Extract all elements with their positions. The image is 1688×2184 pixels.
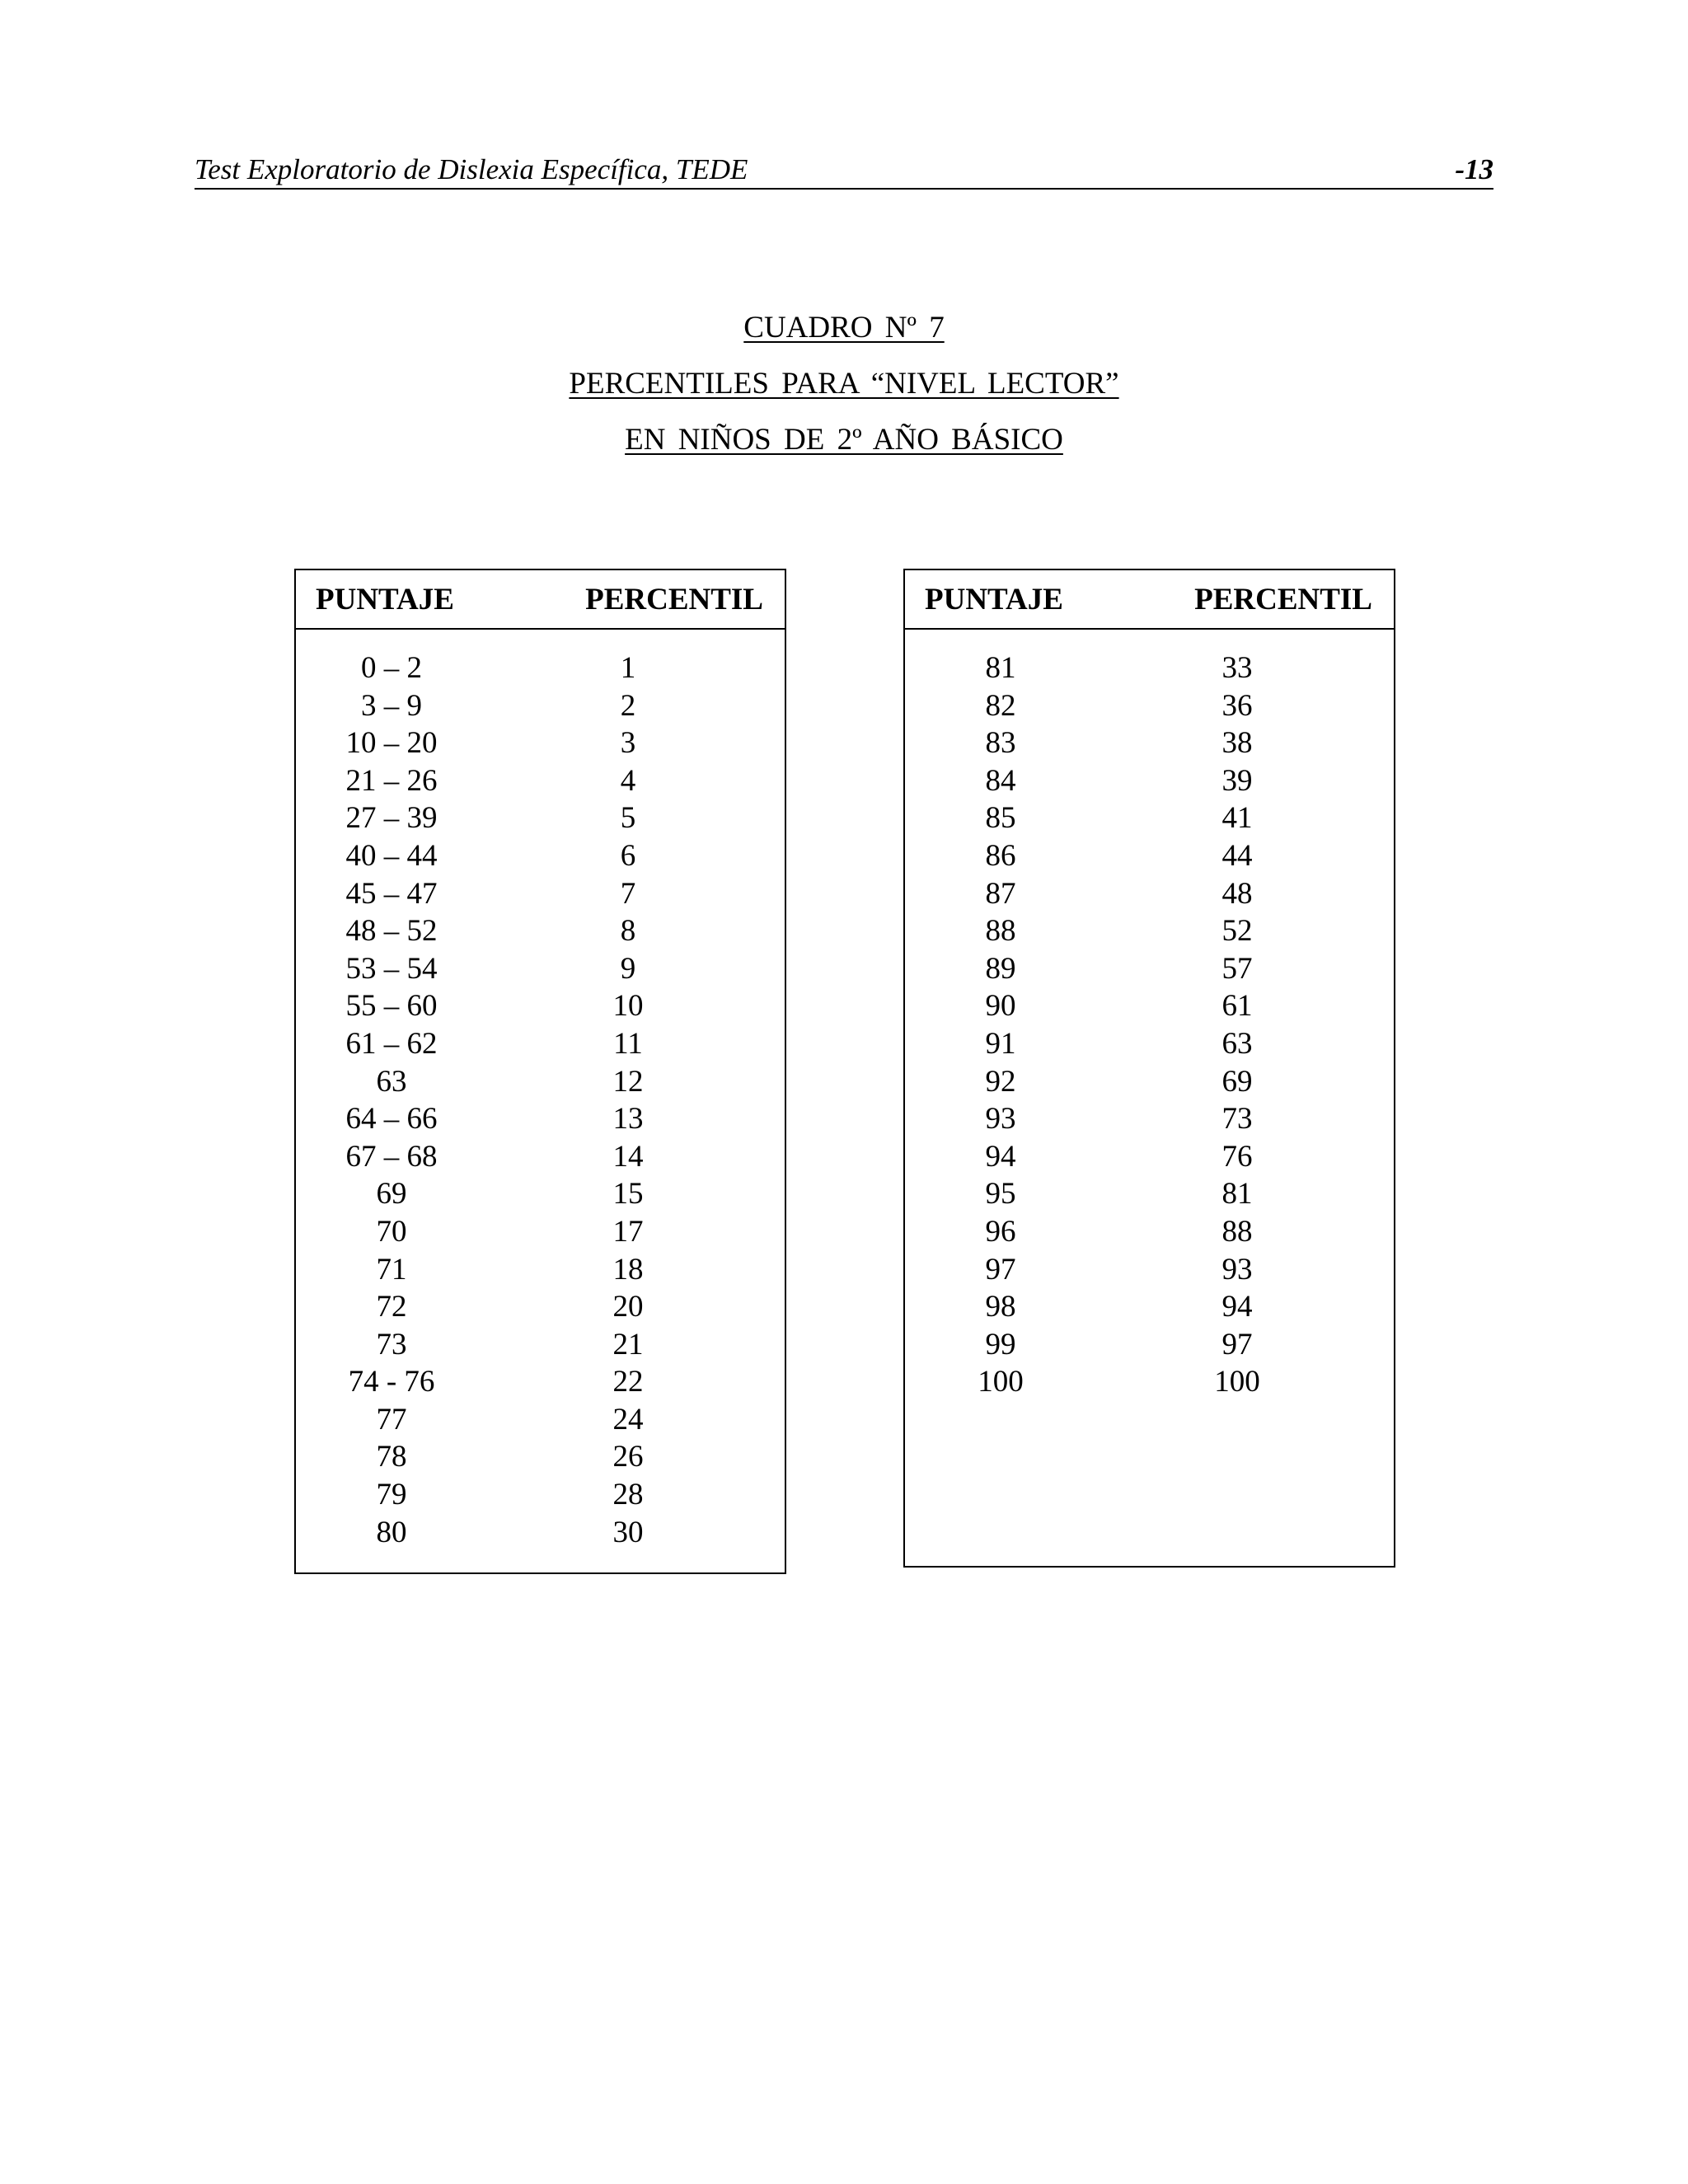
table-row bbox=[296, 1025, 785, 1063]
table-row bbox=[296, 875, 785, 913]
cell-percentil: 76 bbox=[1221, 1139, 1253, 1174]
table-row bbox=[905, 987, 1394, 1025]
table-row bbox=[905, 1326, 1394, 1364]
caption-line-1: CUADRO Nº 7 bbox=[743, 311, 945, 344]
caption-line-2: PERCENTILES PARA “NIVEL LECTOR” bbox=[569, 367, 1119, 401]
table-row bbox=[905, 1175, 1394, 1213]
cell-percentil: 97 bbox=[1221, 1327, 1253, 1361]
percentile-table-left bbox=[294, 569, 786, 1574]
cell-puntaje: 40 – 44 bbox=[345, 838, 438, 873]
cell-percentil: 44 bbox=[1221, 838, 1253, 873]
table-row bbox=[296, 987, 785, 1025]
cell-puntaje: 91 bbox=[985, 1026, 1016, 1061]
table-row bbox=[905, 1025, 1394, 1063]
table-row bbox=[905, 1288, 1394, 1326]
running-title: Test Exploratorio de Dislexia Específica, TEDE bbox=[195, 153, 748, 185]
cell-percentil: 9 bbox=[620, 951, 636, 986]
cell-puntaje: 70 bbox=[376, 1214, 407, 1249]
table-row bbox=[296, 649, 785, 687]
column-header-puntaje: PUNTAJE bbox=[316, 583, 454, 616]
table-row bbox=[905, 1363, 1394, 1401]
cell-percentil: 7 bbox=[620, 876, 636, 911]
cell-puntaje: 64 – 66 bbox=[345, 1102, 438, 1137]
cell-puntaje: 100 bbox=[978, 1365, 1024, 1399]
cell-puntaje: 21 – 26 bbox=[345, 763, 438, 798]
table-row bbox=[296, 687, 785, 725]
table-row bbox=[296, 837, 785, 875]
cell-puntaje: 0 – 2 bbox=[361, 651, 422, 685]
table-row bbox=[296, 724, 785, 762]
cell-puntaje: 80 bbox=[376, 1515, 407, 1549]
cell-puntaje: 27 – 39 bbox=[345, 801, 438, 836]
table-row bbox=[905, 1063, 1394, 1101]
cell-puntaje: 55 – 60 bbox=[345, 989, 438, 1024]
cell-percentil: 12 bbox=[612, 1064, 644, 1099]
cell-percentil: 4 bbox=[620, 763, 636, 798]
cell-percentil: 41 bbox=[1221, 801, 1253, 836]
table-row bbox=[905, 799, 1394, 837]
cell-puntaje: 94 bbox=[985, 1139, 1016, 1174]
table-row bbox=[296, 1326, 785, 1364]
cell-puntaje: 83 bbox=[985, 726, 1016, 761]
cell-percentil: 69 bbox=[1221, 1064, 1253, 1099]
cell-puntaje: 90 bbox=[985, 989, 1016, 1024]
cell-puntaje: 73 bbox=[376, 1327, 407, 1361]
table-row bbox=[905, 837, 1394, 875]
cell-puntaje: 79 bbox=[376, 1478, 407, 1512]
table-row bbox=[296, 1175, 785, 1213]
table-row bbox=[296, 1213, 785, 1251]
cell-percentil: 22 bbox=[612, 1365, 644, 1399]
table-row bbox=[296, 799, 785, 837]
cell-percentil: 38 bbox=[1221, 726, 1253, 761]
table-row bbox=[296, 1363, 785, 1401]
table-row bbox=[905, 912, 1394, 950]
table-header bbox=[296, 570, 785, 630]
table-row bbox=[296, 950, 785, 988]
percentile-table-right bbox=[903, 569, 1395, 1568]
page-number: -13 bbox=[1455, 153, 1493, 185]
cell-puntaje: 97 bbox=[985, 1252, 1016, 1286]
cell-puntaje: 53 – 54 bbox=[345, 951, 438, 986]
cell-puntaje: 81 bbox=[985, 651, 1016, 685]
column-header-puntaje: PUNTAJE bbox=[925, 583, 1063, 616]
table-row bbox=[905, 1213, 1394, 1251]
cell-puntaje: 82 bbox=[985, 688, 1016, 723]
cell-puntaje: 48 – 52 bbox=[345, 914, 438, 949]
cell-percentil: 36 bbox=[1221, 688, 1253, 723]
cell-percentil: 14 bbox=[612, 1139, 644, 1174]
caption-line-3: EN NIÑOS DE 2º AÑO BÁSICO bbox=[625, 423, 1063, 457]
cell-percentil: 20 bbox=[612, 1290, 644, 1324]
cell-puntaje: 67 – 68 bbox=[345, 1139, 438, 1174]
cell-percentil: 88 bbox=[1221, 1214, 1253, 1249]
cell-puntaje: 45 – 47 bbox=[345, 876, 438, 911]
table-row bbox=[296, 1063, 785, 1101]
cell-percentil: 93 bbox=[1221, 1252, 1253, 1286]
cell-percentil: 94 bbox=[1221, 1290, 1253, 1324]
column-header-percentil: PERCENTIL bbox=[1194, 583, 1372, 616]
cell-percentil: 1 bbox=[620, 651, 636, 685]
cell-percentil: 24 bbox=[612, 1402, 644, 1436]
table-row bbox=[296, 912, 785, 950]
table-row bbox=[296, 1401, 785, 1439]
cell-puntaje: 95 bbox=[985, 1177, 1016, 1212]
cell-percentil: 26 bbox=[612, 1440, 644, 1474]
cell-percentil: 17 bbox=[612, 1214, 644, 1249]
cell-puntaje: 69 bbox=[376, 1177, 407, 1212]
cell-puntaje: 89 bbox=[985, 951, 1016, 986]
cell-percentil: 21 bbox=[612, 1327, 644, 1361]
cell-percentil: 73 bbox=[1221, 1102, 1253, 1137]
cell-puntaje: 98 bbox=[985, 1290, 1016, 1324]
cell-puntaje: 99 bbox=[985, 1327, 1016, 1361]
cell-puntaje: 74 - 76 bbox=[348, 1365, 435, 1399]
cell-puntaje: 10 – 20 bbox=[345, 726, 438, 761]
cell-percentil: 11 bbox=[613, 1026, 643, 1061]
cell-percentil: 33 bbox=[1221, 651, 1253, 685]
column-header-percentil: PERCENTIL bbox=[585, 583, 763, 616]
cell-puntaje: 92 bbox=[985, 1064, 1016, 1099]
table-caption bbox=[0, 300, 1688, 468]
cell-percentil: 81 bbox=[1221, 1177, 1253, 1212]
cell-puntaje: 88 bbox=[985, 914, 1016, 949]
table-row bbox=[905, 950, 1394, 988]
cell-percentil: 100 bbox=[1214, 1365, 1260, 1399]
cell-puntaje: 84 bbox=[985, 763, 1016, 798]
cell-puntaje: 61 – 62 bbox=[345, 1026, 438, 1061]
table-row bbox=[905, 1251, 1394, 1289]
cell-percentil: 18 bbox=[612, 1252, 644, 1286]
cell-puntaje: 85 bbox=[985, 801, 1016, 836]
cell-percentil: 6 bbox=[620, 838, 636, 873]
table-row bbox=[296, 1138, 785, 1176]
cell-percentil: 63 bbox=[1221, 1026, 1253, 1061]
table-header bbox=[905, 570, 1394, 630]
table-row bbox=[296, 1100, 785, 1138]
cell-puntaje: 3 – 9 bbox=[361, 688, 422, 723]
cell-percentil: 39 bbox=[1221, 763, 1253, 798]
cell-percentil: 30 bbox=[612, 1515, 644, 1549]
table-row bbox=[905, 649, 1394, 687]
table-row bbox=[905, 875, 1394, 913]
cell-percentil: 48 bbox=[1221, 876, 1253, 911]
table-row bbox=[296, 1514, 785, 1552]
table-row bbox=[905, 762, 1394, 800]
cell-percentil: 28 bbox=[612, 1478, 644, 1512]
table-row bbox=[905, 687, 1394, 725]
cell-puntaje: 86 bbox=[985, 838, 1016, 873]
table-row bbox=[296, 762, 785, 800]
cell-puntaje: 63 bbox=[376, 1064, 407, 1099]
cell-percentil: 3 bbox=[620, 726, 636, 761]
cell-puntaje: 78 bbox=[376, 1440, 407, 1474]
table-body bbox=[905, 630, 1394, 1401]
table-row bbox=[905, 1100, 1394, 1138]
table-row bbox=[296, 1288, 785, 1326]
running-header bbox=[195, 153, 1493, 190]
table-row bbox=[296, 1476, 785, 1514]
cell-percentil: 13 bbox=[612, 1102, 644, 1137]
cell-puntaje: 93 bbox=[985, 1102, 1016, 1137]
table-row bbox=[905, 1138, 1394, 1176]
table-body bbox=[296, 630, 785, 1551]
cell-percentil: 8 bbox=[620, 914, 636, 949]
cell-percentil: 5 bbox=[620, 801, 636, 836]
cell-puntaje: 87 bbox=[985, 876, 1016, 911]
cell-puntaje: 72 bbox=[376, 1290, 407, 1324]
cell-puntaje: 77 bbox=[376, 1402, 407, 1436]
table-row bbox=[905, 724, 1394, 762]
cell-percentil: 10 bbox=[612, 989, 644, 1024]
table-row bbox=[296, 1438, 785, 1476]
cell-percentil: 57 bbox=[1221, 951, 1253, 986]
cell-percentil: 52 bbox=[1221, 914, 1253, 949]
cell-percentil: 2 bbox=[620, 688, 636, 723]
cell-percentil: 61 bbox=[1221, 989, 1253, 1024]
table-row bbox=[296, 1251, 785, 1289]
cell-puntaje: 96 bbox=[985, 1214, 1016, 1249]
cell-puntaje: 71 bbox=[376, 1252, 407, 1286]
cell-percentil: 15 bbox=[612, 1177, 644, 1212]
